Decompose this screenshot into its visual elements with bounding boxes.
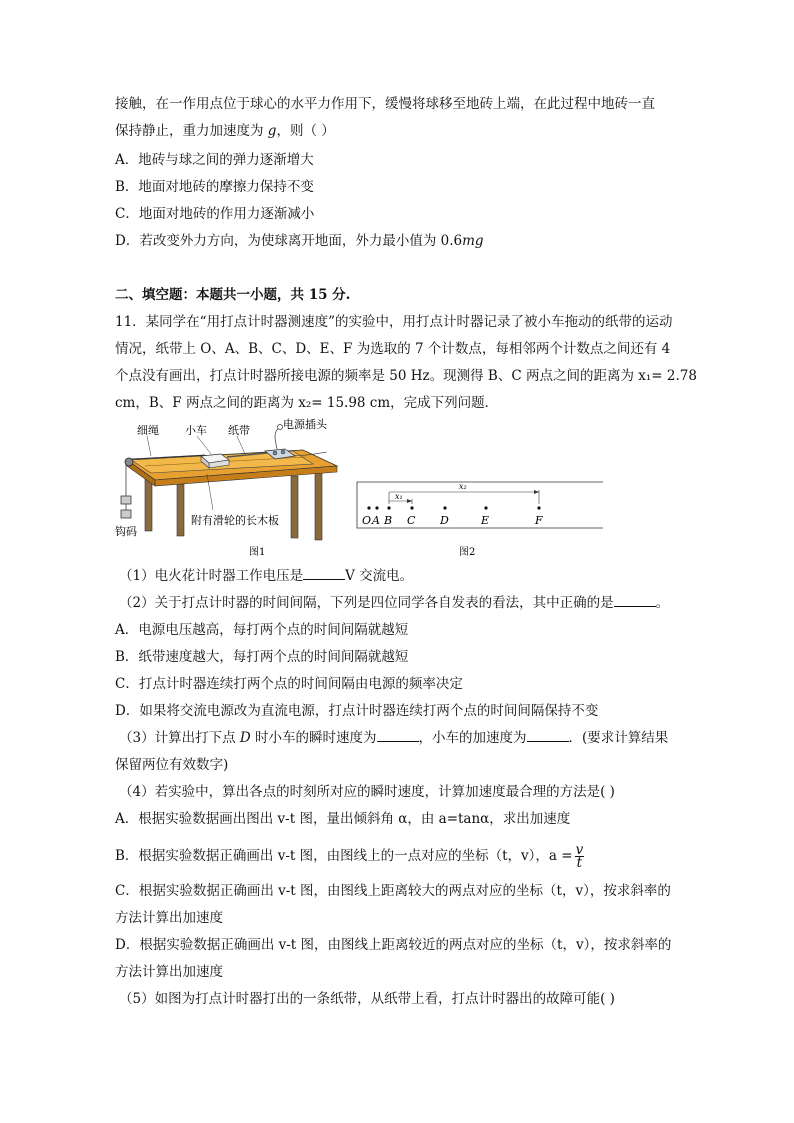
q11-part5: （5）如图为打点计时器打出的一条纸带，从纸带上看，打点计时器出的故障可能( ) xyxy=(119,991,615,1007)
point-label: F xyxy=(535,514,543,527)
table-leg xyxy=(177,484,184,536)
q11-part2-option-a: A．电源电压越高，每打两个点的时间间隔就越短 xyxy=(115,622,409,638)
q10-option-a: A．地砖与球之间的弹力逐渐增大 xyxy=(115,152,314,168)
q11-stem-line3: 个点没有画出，打点计时器所接电源的频率是 50 Hz。现测得 B、C 两点之间的距离为 x₁= 2.78 xyxy=(115,368,697,384)
label-car: 小车 xyxy=(185,424,207,437)
label-x1: x₁ xyxy=(395,492,403,501)
q10-stem-line2: 保持静止，重力加速度为 g，则（ ） xyxy=(115,123,335,139)
q11-part4-option-b: B．根据实验数据正确画出 v-t 图，由图线上的一点对应的坐标（t，v），a = $\frac{v}{t}$ xyxy=(115,842,584,871)
fraction-v-over-t: $\frac{v}{t}$ xyxy=(575,842,584,871)
weight-icon xyxy=(121,510,131,518)
q11-part2-option-d: D．如果将交流电源改为直流电源，打点计时器连续打两个点的时间间隔保持不变 xyxy=(115,703,599,719)
point-label: C xyxy=(407,514,416,527)
point-B xyxy=(387,506,390,509)
label-rope: 细绳 xyxy=(137,424,159,437)
q11-part2-option-c: C．打点计时器连续打两个点的时间间隔由电源的频率决定 xyxy=(115,676,463,692)
caption-fig2: 图2 xyxy=(459,547,476,558)
q11-part2: （2）关于打点计时器的时间间隔，下列是四位同学各自发表的看法，其中正确的是 。 xyxy=(119,595,670,611)
label-board: 附有滑轮的长木板 xyxy=(191,514,279,527)
q11-stem-line1: 11．某同学在“用打点计时器测速度”的实验中，用打点计时器记录了被小车拖动的纸带的运动 xyxy=(115,314,673,330)
weight-icon xyxy=(121,496,131,504)
table-leg xyxy=(145,476,152,531)
point-O xyxy=(367,506,370,509)
answer-blank[interactable] xyxy=(377,729,419,742)
label-weight: 钩码 xyxy=(115,525,137,538)
q11-part3-line2: 保留两位有效数字) xyxy=(115,757,229,773)
q11-part4-option-a: A．根据实验数据画出图出 v-t 图，量出倾斜角 α，由 a=tanα，求出加速度 xyxy=(115,811,571,827)
q11-part4-option-d-line1: D．根据实验数据正确画出 v-t 图，由图线上距离较近的两点对应的坐标（t，v），按求斜率的 xyxy=(115,937,672,953)
q10-option-d: D．若改变外力方向，为使球离开地面，外力最小值为 0.6mg xyxy=(115,233,484,249)
label-plug: 电源插头 xyxy=(283,418,327,431)
q11-part3: （3）计算出打下点 D 时小车的瞬时速度为 ，小车的加速度为 ．(要求计算结果 xyxy=(119,730,669,746)
label-x2: x₂ xyxy=(459,482,467,491)
table-leg xyxy=(315,470,322,540)
point-D xyxy=(443,506,446,509)
answer-blank[interactable] xyxy=(614,594,656,607)
q10-option-c: C．地面对地砖的作用力逐渐减小 xyxy=(115,206,315,222)
q10-stem-line1: 接触，在一作用点位于球心的水平力作用下，缓慢将球移至地砖上端，在此过程中地砖一直 xyxy=(115,96,655,112)
answer-blank[interactable] xyxy=(527,729,569,742)
q11-stem-line2: 情况，纸带上 O、A、B、C、D、E、F 为选取的 7 个计数点，每相邻两个计数点之间还有 4 xyxy=(115,341,671,357)
point-A xyxy=(375,506,378,509)
point-C xyxy=(410,506,413,509)
q11-part1: （1）电火花计时器工作电压是 V 交流电。 xyxy=(119,568,414,584)
caption-fig1: 图1 xyxy=(249,547,266,558)
q11-part4-option-c-line1: C．根据实验数据正确画出 v-t 图，由图线上距离较大的两点对应的坐标（t，v），按求斜率的 xyxy=(115,883,671,899)
q11-part4: （4）若实验中，算出各点的时刻所对应的瞬时速度，计算加速度最合理的方法是( ) xyxy=(119,784,615,800)
point-label: D xyxy=(440,514,449,527)
point-label: A xyxy=(372,514,380,527)
q11-part2-option-b: B．纸带速度越大，每打两个点的时间间隔就越短 xyxy=(115,649,409,665)
table-leg xyxy=(291,476,298,538)
section-heading: 二、填空题：本题共一小题，共 15 分. xyxy=(115,287,351,303)
plug-icon xyxy=(278,425,283,430)
figure-2 xyxy=(355,470,605,562)
answer-blank[interactable] xyxy=(303,567,345,580)
point-label: B xyxy=(384,514,393,527)
q11-part4-option-d-line2: 方法计算出加速度 xyxy=(115,964,223,980)
point-F xyxy=(537,506,540,509)
q10-option-b: B．地面对地砖的摩擦力保持不变 xyxy=(115,179,314,195)
figure-1 xyxy=(115,418,340,563)
tape-outline xyxy=(357,482,603,528)
point-label: O xyxy=(362,514,372,527)
q11-stem-line4: cm，B、F 两点之间的距离为 x₂= 15.98 cm，完成下列问题． xyxy=(115,395,499,411)
label-tape: 纸带 xyxy=(228,424,250,437)
point-label: E xyxy=(481,514,490,527)
point-E xyxy=(484,506,487,509)
q11-part4-option-c-line2: 方法计算出加速度 xyxy=(115,910,223,926)
